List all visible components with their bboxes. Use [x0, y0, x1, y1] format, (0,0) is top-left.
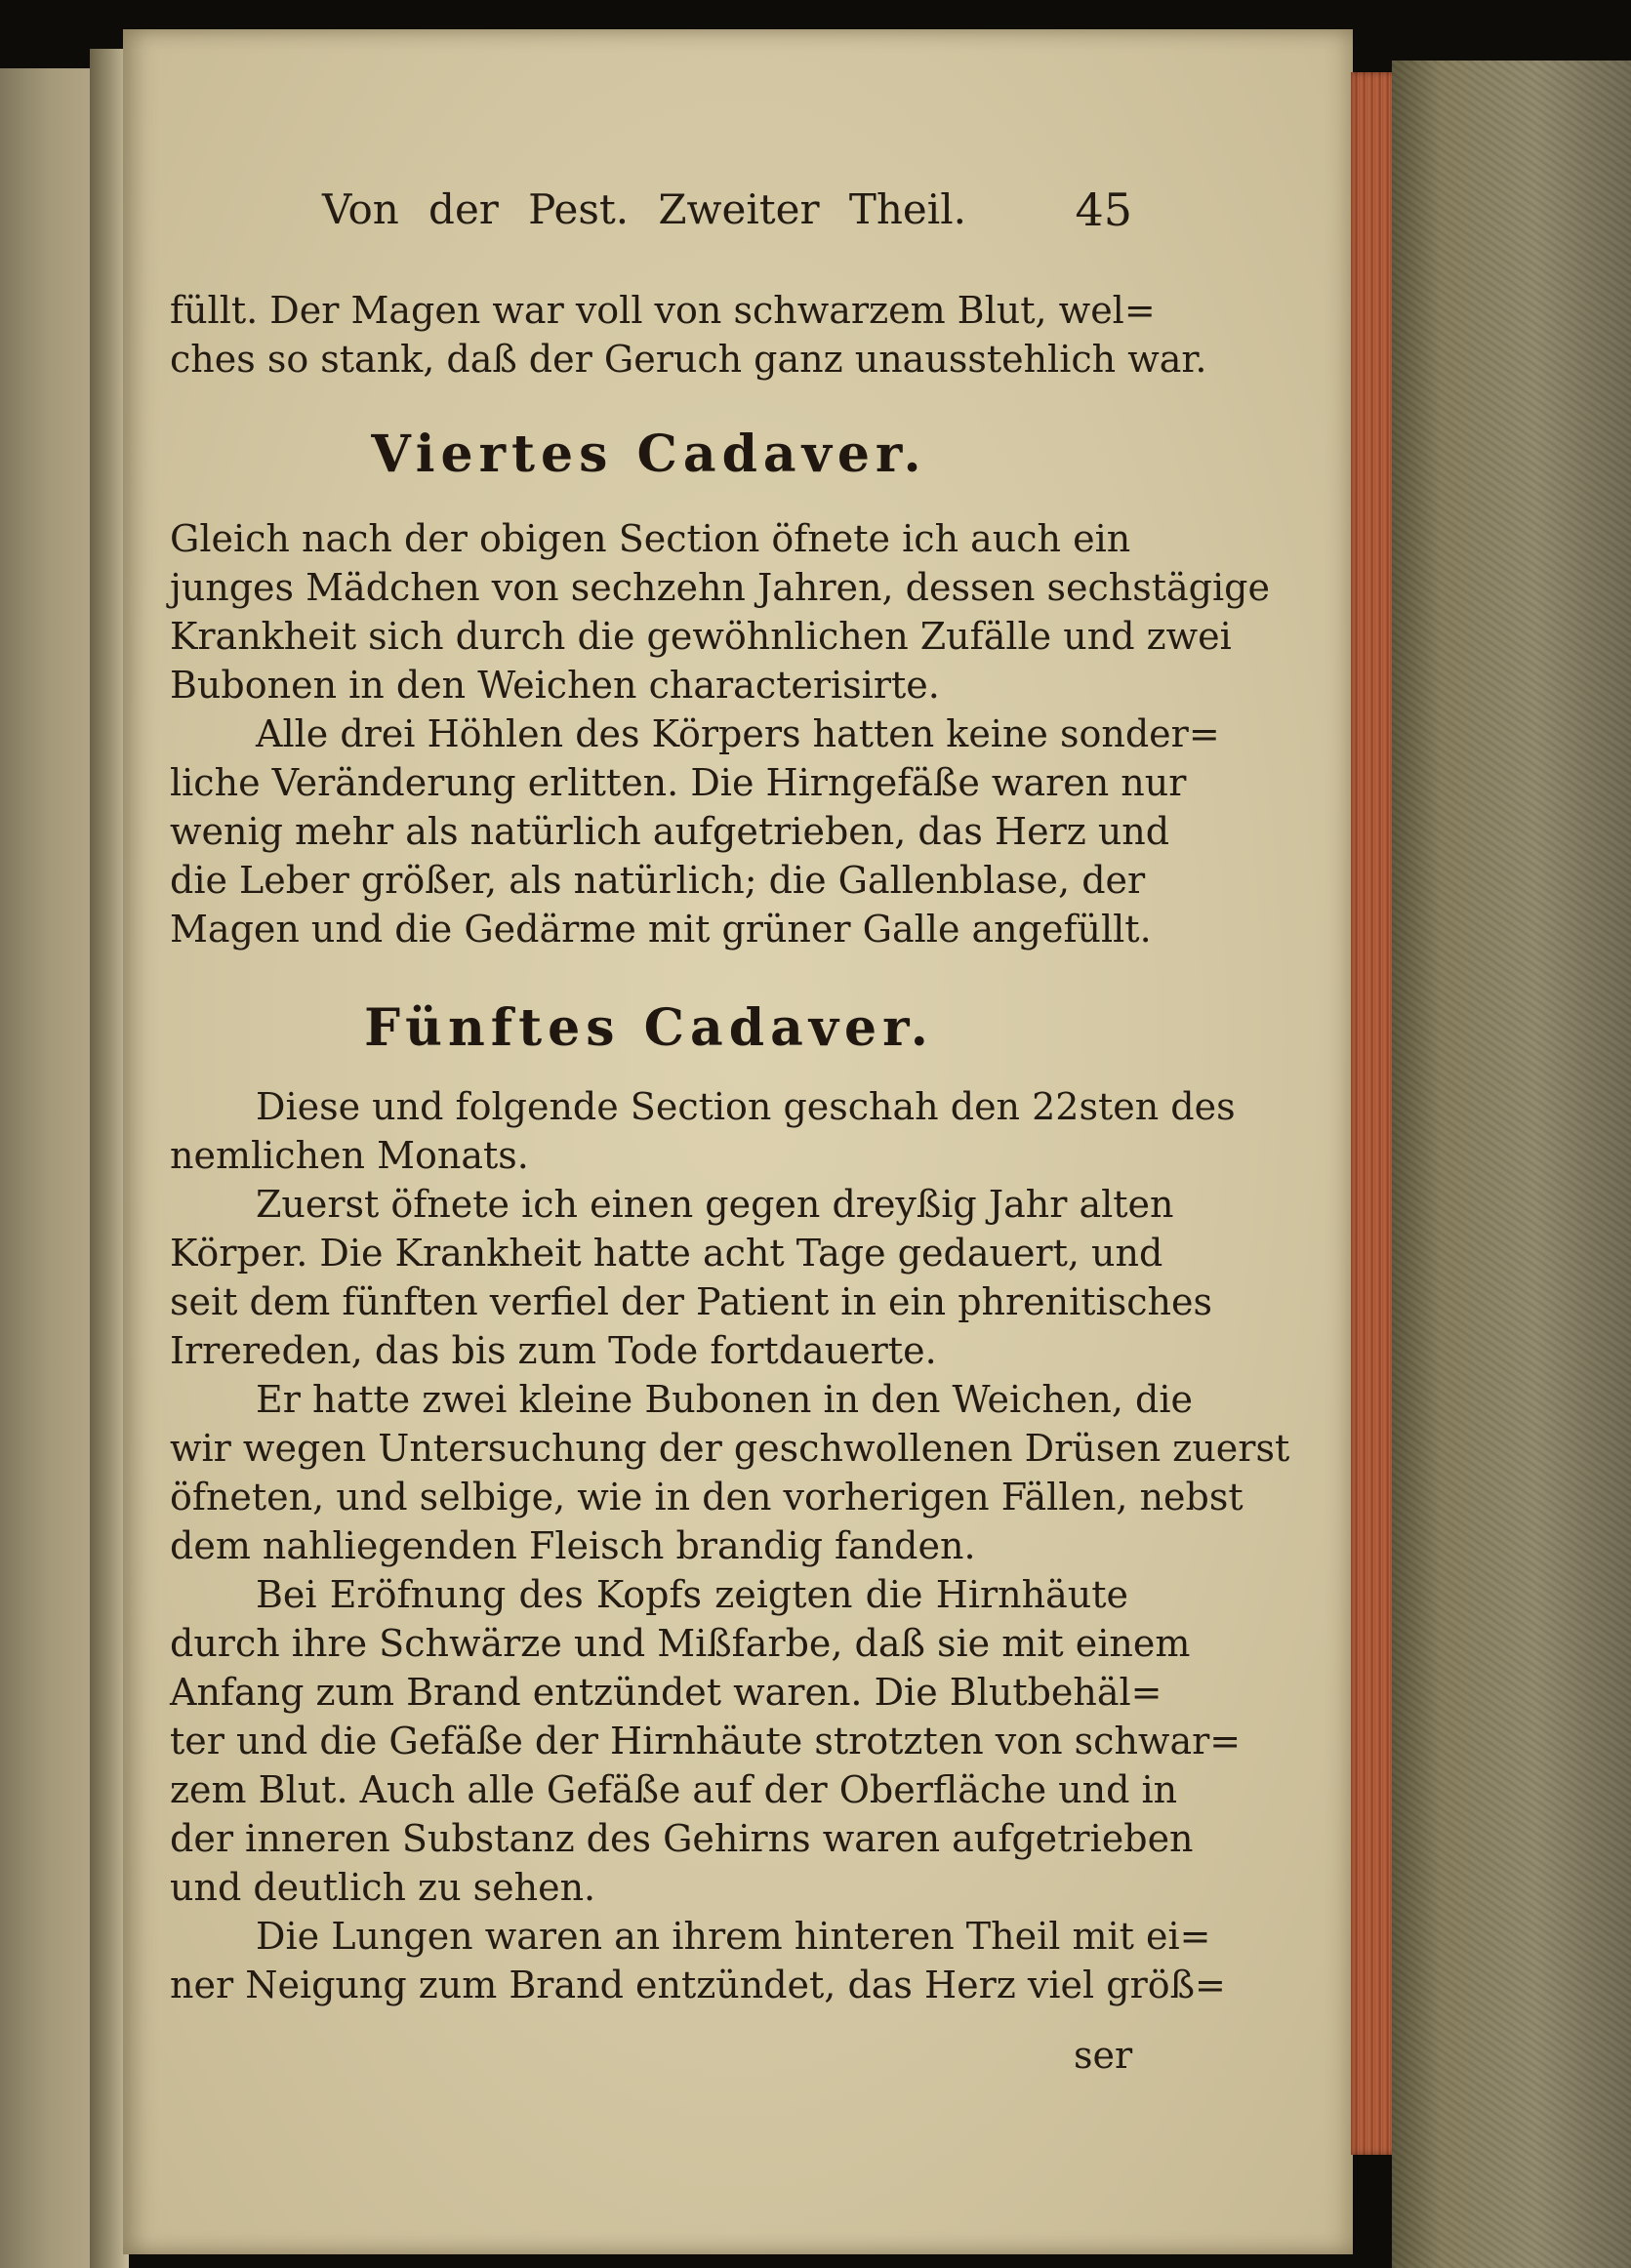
- text-line: Er hatte zwei kleine Bubonen in den Weichen, die: [256, 1378, 1193, 1421]
- text-line: Anfang zum Brand entzündet waren. Die Blutbehäl=: [170, 1671, 1162, 1714]
- text-line: Bei Eröfnung des Kopfs zeigten die Hirnhäute: [256, 1573, 1128, 1616]
- text-line: dem nahliegenden Fleisch brandig fanden.: [170, 1524, 976, 1567]
- text-line: öfneten, und selbige, wie in den vorherigen Fällen, nebst: [170, 1476, 1244, 1519]
- text-line: die Leber größer, als natürlich; die Gallenblase, der: [170, 859, 1146, 902]
- text-line: durch ihre Schwärze und Mißfarbe, daß sie mit einem: [170, 1622, 1191, 1665]
- text-line: Irrereden, das bis zum Tode fortdauerte.: [170, 1329, 937, 1372]
- book-cover: [1392, 61, 1631, 2268]
- catchword: ser: [1074, 2034, 1133, 2077]
- text-line: Diese und folgende Section geschah den 22sten des: [256, 1085, 1236, 1128]
- text-line: Gleich nach der obigen Section öfnete ich auch ein: [170, 517, 1131, 560]
- text-line: füllt. Der Magen war voll von schwarzem Blut, wel=: [170, 289, 1156, 332]
- text-line: Zuerst öfnete ich einen gegen dreyßig Jahr alten: [256, 1183, 1174, 1226]
- running-head: Von der Pest. Zweiter Theil.: [322, 185, 966, 233]
- text-line: wenig mehr als natürlich aufgetrieben, das Herz und: [170, 810, 1170, 853]
- text-line: Bubonen in den Weichen characterisirte.: [170, 664, 940, 707]
- text-line: und deutlich zu sehen.: [170, 1866, 596, 1909]
- section-heading: Viertes Cadaver.: [371, 425, 927, 484]
- page-number: 45: [1075, 183, 1132, 236]
- text-line: Die Lungen waren an ihrem hinteren Theil mit ei=: [256, 1915, 1211, 1958]
- text-line: ches so stank, daß der Geruch ganz unausstehlich war.: [170, 338, 1207, 381]
- text-line: Krankheit sich durch die gewöhnlichen Zufälle und zwei: [170, 615, 1232, 658]
- text-line: liche Veränderung erlitten. Die Hirngefäße waren nur: [170, 761, 1187, 804]
- text-line: Körper. Die Krankheit hatte acht Tage gedauert, und: [170, 1232, 1163, 1275]
- section-heading: Fünftes Cadaver.: [364, 998, 934, 1058]
- text-line: junges Mädchen von sechzehn Jahren, dessen sechstägige: [170, 566, 1270, 609]
- text-line: seit dem fünften verfiel der Patient in ein phrenitisches: [170, 1280, 1212, 1323]
- text-line: nemlichen Monats.: [170, 1134, 529, 1177]
- text-line: ner Neigung zum Brand entzündet, das Herz viel größ=: [170, 1964, 1226, 2006]
- text-line: Magen und die Gedärme mit grüner Galle angefüllt.: [170, 908, 1152, 951]
- page-block-edge: [1351, 72, 1396, 2155]
- text-line: ter und die Gefäße der Hirnhäute strotzten von schwar=: [170, 1720, 1242, 1762]
- text-line: Alle drei Höhlen des Körpers hatten keine sonder=: [256, 712, 1220, 755]
- text-line: wir wegen Untersuchung der geschwollenen Drüsen zuerst: [170, 1427, 1290, 1470]
- facing-page-edge: [0, 68, 90, 2268]
- text-line: zem Blut. Auch alle Gefäße auf der Oberfläche und in: [170, 1768, 1178, 1811]
- text-line: der inneren Substanz des Gehirns waren aufgetrieben: [170, 1817, 1194, 1860]
